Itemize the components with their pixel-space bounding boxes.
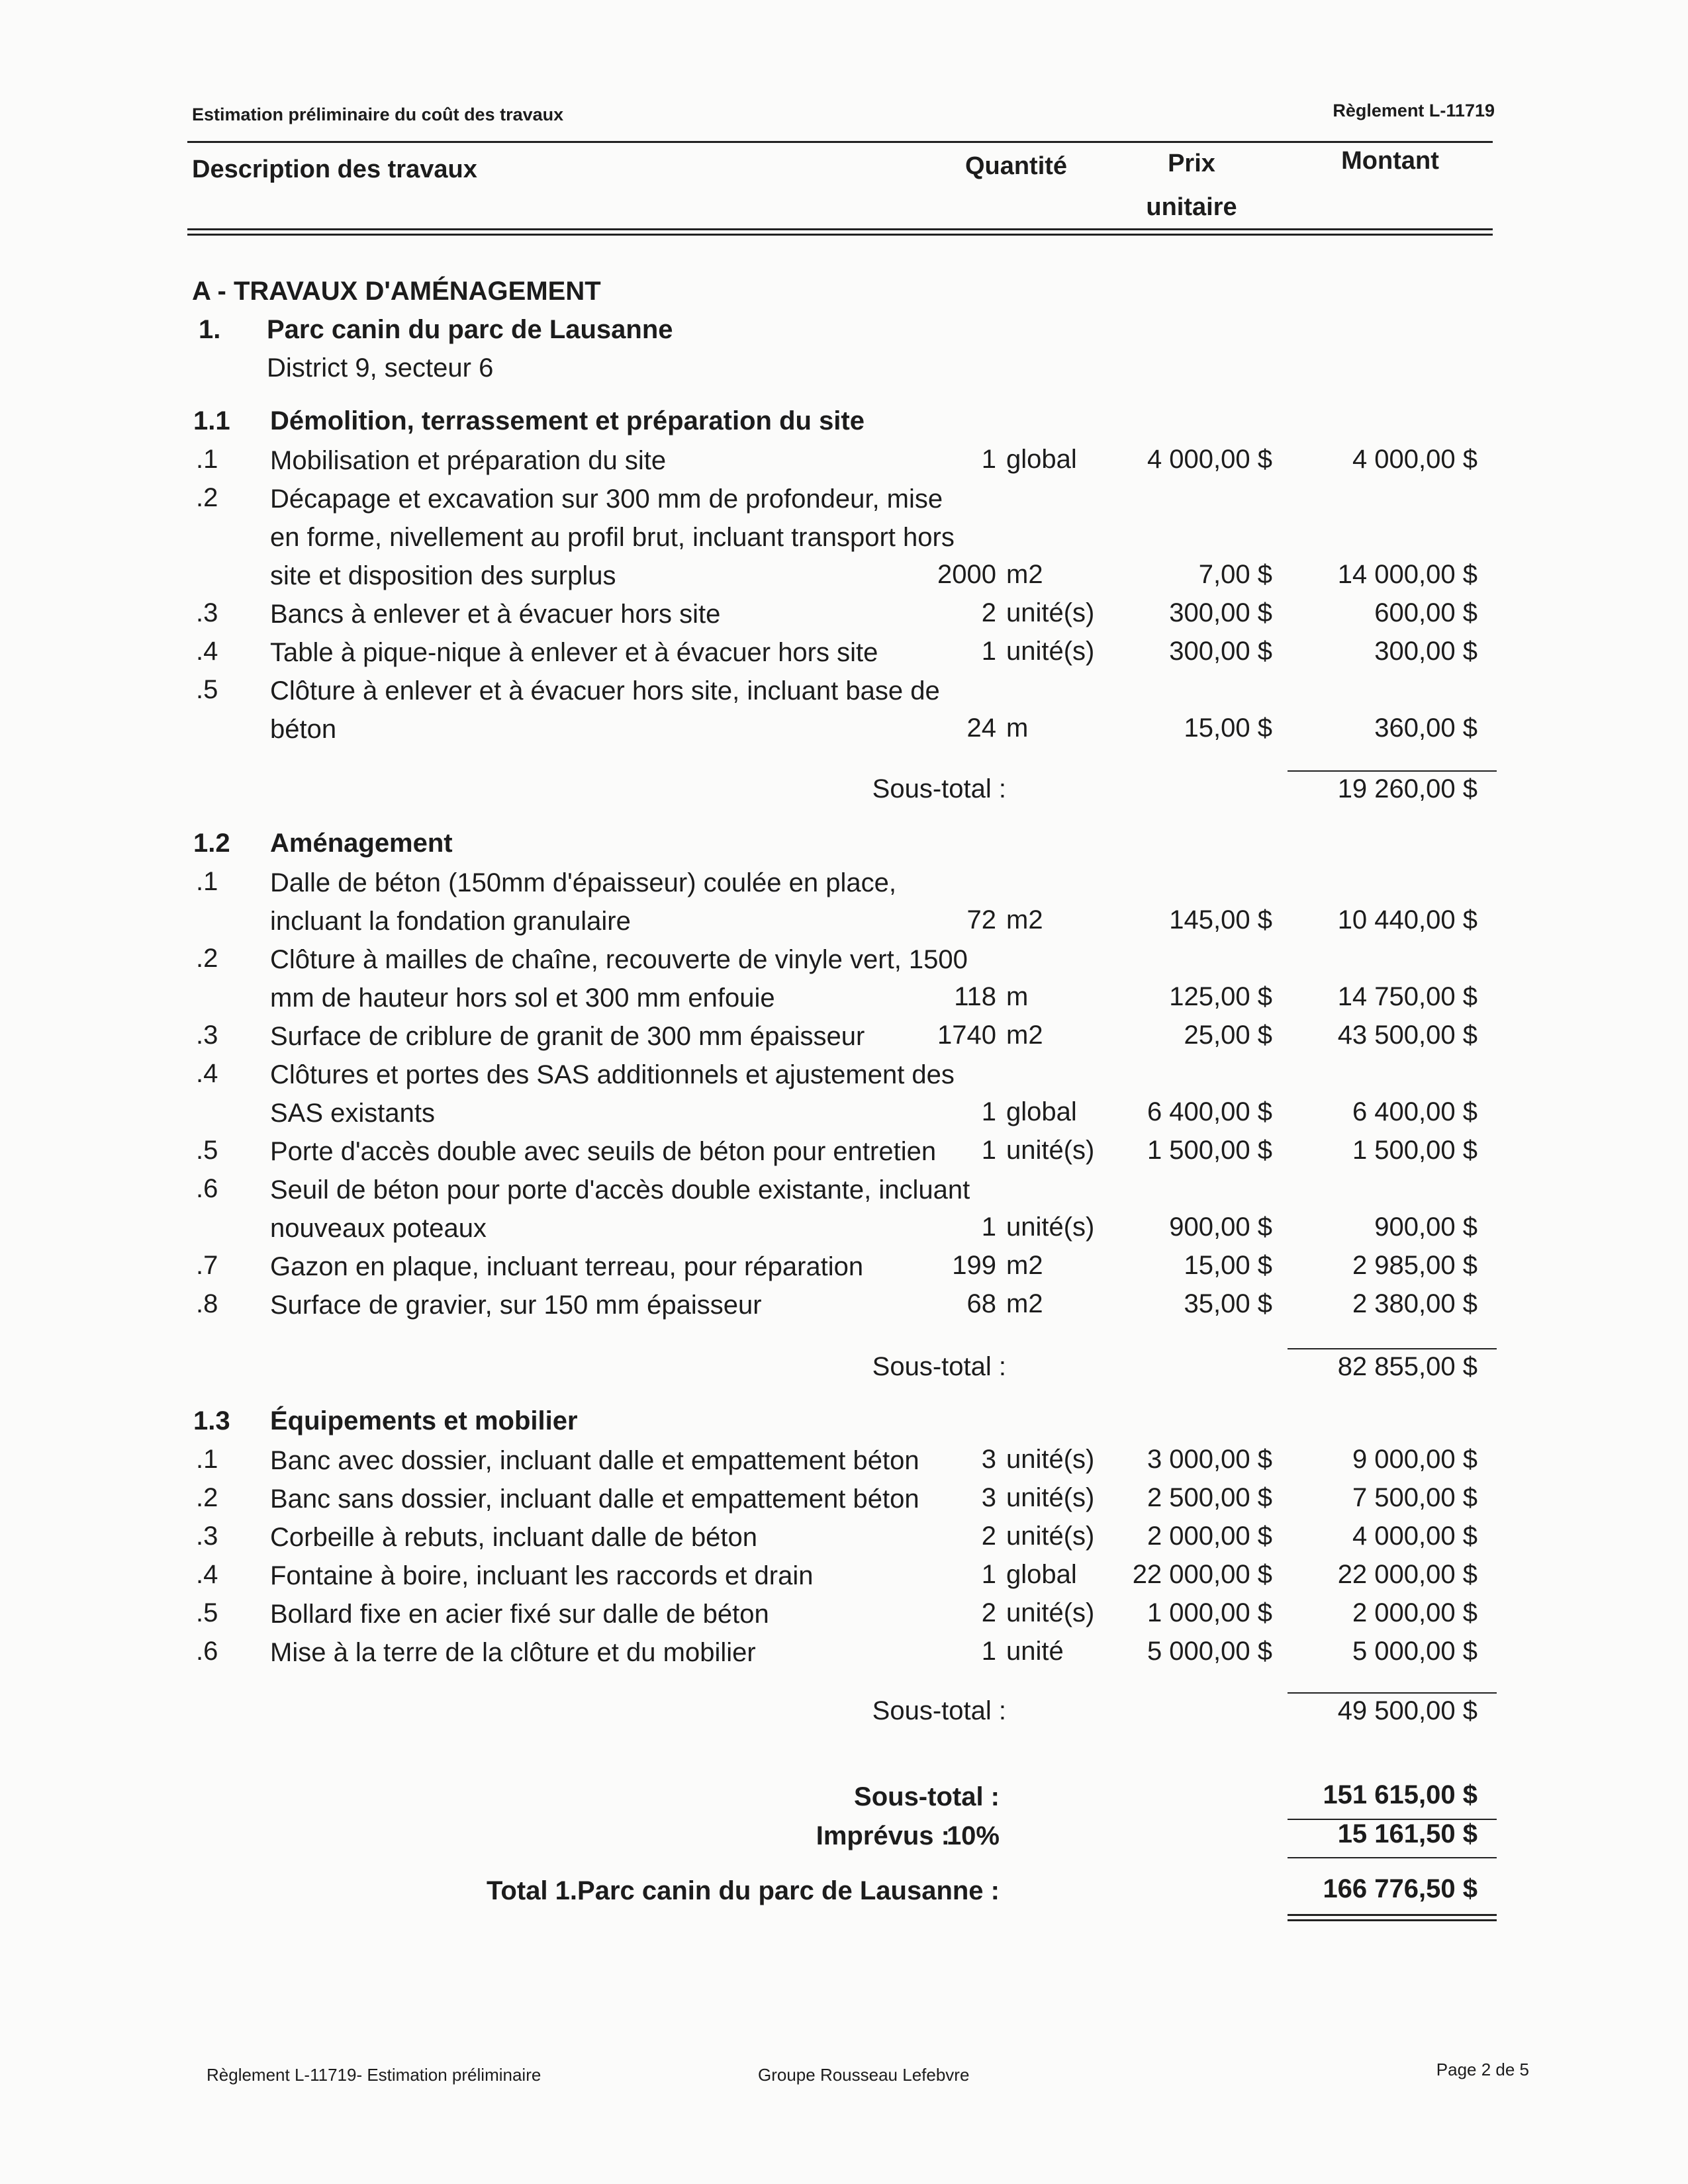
- item-unit: unité(s): [1006, 1212, 1095, 1242]
- grand-subtotal-label: Sous-total :: [854, 1782, 1000, 1811]
- item-unit: unité: [1006, 1637, 1064, 1666]
- item-quantity: 199: [952, 1251, 996, 1280]
- group-title: Aménagement: [270, 829, 453, 858]
- item-number: .6: [196, 1637, 218, 1666]
- item-unit-price: 35,00 $: [1184, 1289, 1272, 1318]
- item-amount: 4 000,00 $: [1352, 1522, 1477, 1551]
- item-unit-price: 2 000,00 $: [1147, 1522, 1272, 1551]
- item-description-line: incluant la fondation granulaire: [270, 907, 631, 936]
- item-quantity: 72: [966, 905, 996, 934]
- item-description-line: en forme, nivellement au profil brut, incluant transport hors: [270, 523, 955, 552]
- imprevus-underline: [1288, 1857, 1497, 1858]
- col-description: Description des travaux: [192, 156, 477, 183]
- item-unit-price: 900,00 $: [1169, 1212, 1272, 1242]
- item-amount: 43 500,00 $: [1337, 1021, 1477, 1050]
- item-quantity: 1: [981, 1097, 996, 1126]
- item-number: .8: [196, 1289, 218, 1318]
- item-description-line: Clôture à mailles de chaîne, recouverte de vinyle vert, 1500: [270, 945, 968, 974]
- header-rule: [187, 141, 1493, 143]
- item-description-line: site et disposition des surplus: [270, 561, 616, 590]
- item-unit: m: [1006, 713, 1029, 743]
- col-prix-unitaire: unitaire: [1146, 193, 1237, 221]
- item-quantity: 1: [981, 1637, 996, 1666]
- item-amount: 4 000,00 $: [1352, 445, 1477, 474]
- regulation-number: Règlement L-11719: [1333, 101, 1495, 120]
- total-label: Total 1.Parc canin du parc de Lausanne :: [486, 1876, 1000, 1905]
- group-number: 1.2: [193, 829, 230, 858]
- item-unit-price: 5 000,00 $: [1147, 1637, 1272, 1666]
- item-number: .4: [196, 1059, 218, 1088]
- item-description-line: Banc avec dossier, incluant dalle et empattement béton: [270, 1446, 919, 1475]
- imprevus-label: Imprévus :: [816, 1821, 950, 1850]
- project-number: 1.: [199, 315, 221, 344]
- item-quantity: 1: [981, 637, 996, 666]
- footer-company: Groupe Rousseau Lefebvre: [758, 2065, 970, 2085]
- item-amount: 300,00 $: [1374, 637, 1477, 666]
- item-quantity: 2: [981, 598, 996, 627]
- item-unit: m2: [1006, 1251, 1043, 1280]
- subtotal-rule: [1288, 1348, 1497, 1349]
- item-amount: 1 500,00 $: [1352, 1136, 1477, 1165]
- col-quantite: Quantité: [964, 152, 1068, 180]
- col-montant: Montant: [1341, 147, 1439, 175]
- grand-subtotal-amount: 151 615,00 $: [1323, 1780, 1477, 1809]
- item-unit-price: 7,00 $: [1198, 560, 1272, 589]
- total-double-rule-bottom: [1288, 1919, 1497, 1921]
- total-amount: 166 776,50 $: [1323, 1874, 1477, 1903]
- item-quantity: 2: [981, 1598, 996, 1627]
- item-unit-price: 2 500,00 $: [1147, 1483, 1272, 1512]
- item-description-line: Corbeille à rebuts, incluant dalle de béton: [270, 1523, 758, 1552]
- item-quantity: 1: [981, 1560, 996, 1589]
- group-subtotal-amount: 19 260,00 $: [1337, 774, 1477, 803]
- subtotal-rule: [1288, 1692, 1497, 1694]
- item-description-line: Clôture à enlever et à évacuer hors site, incluant base de: [270, 676, 940, 705]
- item-unit: unité(s): [1006, 1483, 1095, 1512]
- group-number: 1.3: [193, 1406, 230, 1435]
- item-unit: m2: [1006, 1021, 1043, 1050]
- item-number: .4: [196, 637, 218, 666]
- group-title: Démolition, terrassement et préparation du site: [270, 406, 865, 435]
- item-amount: 22 000,00 $: [1337, 1560, 1477, 1589]
- item-description-line: Dalle de béton (150mm d'épaisseur) coulée en place,: [270, 868, 896, 897]
- imprevus-percent: 10%: [946, 1821, 1000, 1850]
- item-unit-price: 125,00 $: [1169, 982, 1272, 1011]
- item-amount: 10 440,00 $: [1337, 905, 1477, 934]
- item-unit-price: 145,00 $: [1169, 905, 1272, 934]
- item-amount: 2 380,00 $: [1352, 1289, 1477, 1318]
- item-number: .3: [196, 598, 218, 627]
- item-unit: unité(s): [1006, 1136, 1095, 1165]
- item-amount: 360,00 $: [1374, 713, 1477, 743]
- item-description-line: Surface de criblure de granit de 300 mm épaisseur: [270, 1022, 865, 1051]
- item-number: .7: [196, 1251, 218, 1280]
- item-number: .3: [196, 1522, 218, 1551]
- item-number: .4: [196, 1560, 218, 1589]
- item-description-line: Décapage et excavation sur 300 mm de profondeur, mise: [270, 484, 943, 514]
- item-number: .1: [196, 867, 218, 896]
- footer-regulation: Règlement L-11719- Estimation préliminaire: [207, 2065, 541, 2085]
- item-amount: 14 750,00 $: [1337, 982, 1477, 1011]
- item-amount: 7 500,00 $: [1352, 1483, 1477, 1512]
- item-number: .2: [196, 483, 218, 512]
- item-number: .2: [196, 944, 218, 973]
- subtotal-rule: [1288, 770, 1497, 772]
- item-description-line: Seuil de béton pour porte d'accès double existante, incluant: [270, 1175, 970, 1205]
- group-subtotal-amount: 82 855,00 $: [1337, 1352, 1477, 1381]
- item-description-line: Bollard fixe en acier fixé sur dalle de béton: [270, 1600, 769, 1629]
- item-unit: global: [1006, 1097, 1077, 1126]
- group-number: 1.1: [193, 406, 230, 435]
- item-quantity: 1: [981, 445, 996, 474]
- item-quantity: 118: [954, 982, 996, 1011]
- item-unit-price: 25,00 $: [1184, 1021, 1272, 1050]
- item-number: .5: [196, 1136, 218, 1165]
- item-unit: m2: [1006, 560, 1043, 589]
- item-unit-price: 4 000,00 $: [1147, 445, 1272, 474]
- item-number: .1: [196, 1445, 218, 1474]
- item-quantity: 3: [981, 1445, 996, 1474]
- item-number: .1: [196, 445, 218, 474]
- item-unit: global: [1006, 1560, 1077, 1589]
- item-description-line: Table à pique-nique à enlever et à évacuer hors site: [270, 638, 878, 667]
- col-prix: Prix: [1168, 150, 1215, 177]
- item-description-line: Bancs à enlever et à évacuer hors site: [270, 600, 721, 629]
- item-amount: 600,00 $: [1374, 598, 1477, 627]
- item-unit-price: 300,00 $: [1169, 598, 1272, 627]
- document-title: Estimation préliminaire du coût des travaux: [192, 105, 564, 124]
- item-unit: m2: [1006, 1289, 1043, 1318]
- imprevus-amount: 15 161,50 $: [1337, 1819, 1477, 1848]
- item-unit: unité(s): [1006, 637, 1095, 666]
- item-number: .2: [196, 1483, 218, 1512]
- group-subtotal-label: Sous-total :: [872, 1352, 1006, 1381]
- item-quantity: 2000: [937, 560, 996, 589]
- item-number: .6: [196, 1174, 218, 1203]
- item-unit: unité(s): [1006, 1598, 1095, 1627]
- project-location: District 9, secteur 6: [267, 353, 494, 383]
- item-amount: 6 400,00 $: [1352, 1097, 1477, 1126]
- item-description-line: Fontaine à boire, incluant les raccords et drain: [270, 1561, 814, 1590]
- item-unit: m: [1006, 982, 1029, 1011]
- item-unit: m2: [1006, 905, 1043, 934]
- item-description-line: Gazon en plaque, incluant terreau, pour réparation: [270, 1252, 864, 1281]
- item-unit-price: 3 000,00 $: [1147, 1445, 1272, 1474]
- item-number: .5: [196, 675, 218, 704]
- item-amount: 14 000,00 $: [1337, 560, 1477, 589]
- item-amount: 900,00 $: [1374, 1212, 1477, 1242]
- item-unit-price: 300,00 $: [1169, 637, 1272, 666]
- item-number: .5: [196, 1598, 218, 1627]
- item-unit: unité(s): [1006, 1445, 1095, 1474]
- item-amount: 9 000,00 $: [1352, 1445, 1477, 1474]
- item-unit-price: 22 000,00 $: [1132, 1560, 1272, 1589]
- project-name: Parc canin du parc de Lausanne: [267, 315, 673, 344]
- item-quantity: 1: [981, 1136, 996, 1165]
- item-quantity: 24: [966, 713, 996, 743]
- item-quantity: 1: [981, 1212, 996, 1242]
- page-number: Page 2 de 5: [1436, 2060, 1529, 2079]
- item-unit: unité(s): [1006, 1522, 1095, 1551]
- item-description-line: Banc sans dossier, incluant dalle et empattement béton: [270, 1484, 919, 1514]
- item-unit-price: 6 400,00 $: [1147, 1097, 1272, 1126]
- item-description-line: SAS existants: [270, 1099, 436, 1128]
- item-unit-price: 15,00 $: [1184, 713, 1272, 743]
- header-double-rule-top: [187, 228, 1493, 230]
- header-double-rule-bottom: [187, 234, 1493, 236]
- item-description-line: Surface de gravier, sur 150 mm épaisseur: [270, 1291, 762, 1320]
- item-quantity: 1740: [937, 1021, 996, 1050]
- item-description-line: Mobilisation et préparation du site: [270, 446, 667, 475]
- item-quantity: 2: [981, 1522, 996, 1551]
- item-unit: global: [1006, 445, 1077, 474]
- item-amount: 5 000,00 $: [1352, 1637, 1477, 1666]
- item-description-line: Porte d'accès double avec seuils de béton pour entretien: [270, 1137, 937, 1166]
- group-title: Équipements et mobilier: [270, 1406, 578, 1435]
- item-unit-price: 15,00 $: [1184, 1251, 1272, 1280]
- item-description-line: béton: [270, 715, 337, 744]
- item-description-line: nouveaux poteaux: [270, 1214, 487, 1243]
- section-title: A - TRAVAUX D'AMÉNAGEMENT: [192, 277, 601, 306]
- item-description-line: Mise à la terre de la clôture et du mobilier: [270, 1638, 756, 1667]
- group-subtotal-amount: 49 500,00 $: [1337, 1696, 1477, 1725]
- group-subtotal-label: Sous-total :: [872, 774, 1006, 803]
- item-unit-price: 1 500,00 $: [1147, 1136, 1272, 1165]
- item-quantity: 68: [966, 1289, 996, 1318]
- item-number: .3: [196, 1021, 218, 1050]
- total-double-rule-top: [1288, 1914, 1497, 1916]
- item-amount: 2 985,00 $: [1352, 1251, 1477, 1280]
- item-amount: 2 000,00 $: [1352, 1598, 1477, 1627]
- item-description-line: Clôtures et portes des SAS additionnels et ajustement des: [270, 1060, 955, 1089]
- item-description-line: mm de hauteur hors sol et 300 mm enfouie: [270, 983, 775, 1013]
- item-quantity: 3: [981, 1483, 996, 1512]
- group-subtotal-label: Sous-total :: [872, 1696, 1006, 1725]
- item-unit: unité(s): [1006, 598, 1095, 627]
- item-unit-price: 1 000,00 $: [1147, 1598, 1272, 1627]
